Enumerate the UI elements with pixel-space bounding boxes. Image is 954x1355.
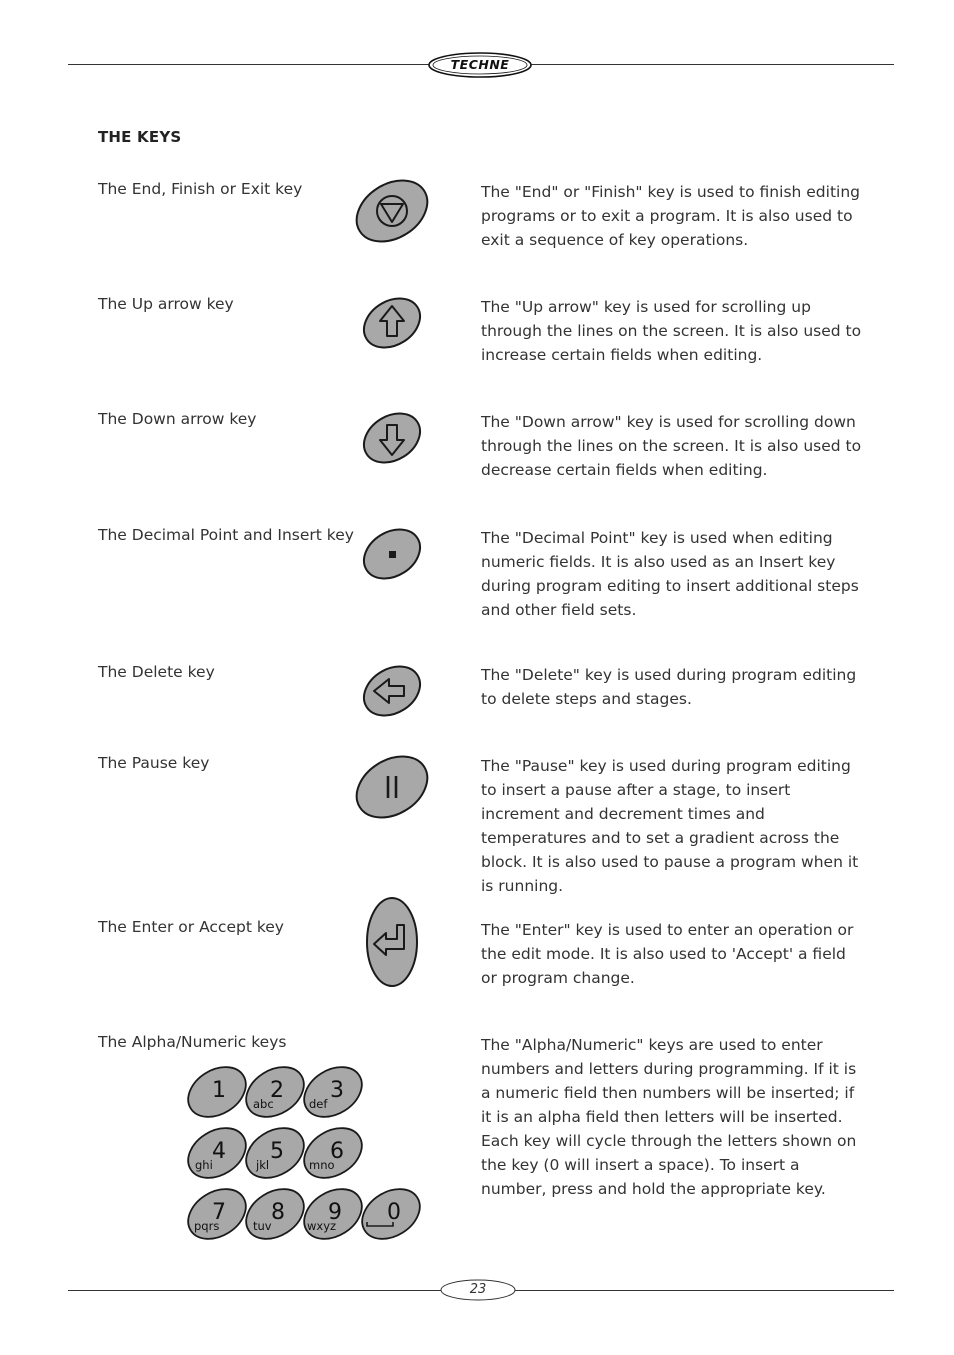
keypad-key-2 [237,1064,313,1127]
svg-text:2: 2 [270,1078,284,1103]
svg-text:5: 5 [270,1139,284,1164]
key-name: The End, Finish or Exit key [98,180,303,198]
svg-text:tuv: tuv [253,1219,272,1233]
pause-icon [354,756,430,818]
delete-key-illustration [362,665,422,717]
svg-text:pqrs: pqrs [194,1219,220,1233]
keypad-key-4 [185,1118,255,1188]
keypad-key-0 [353,1179,425,1244]
keypad-key-9 [295,1179,371,1244]
svg-text:7: 7 [212,1200,226,1225]
decimal-key-illustration [362,528,422,580]
key-name: The Alpha/Numeric keys [98,1033,287,1051]
key-name: The Up arrow key [98,295,234,313]
keypad-illustration [185,1064,425,1244]
up-key-illustration [362,297,422,349]
down-arrow-icon [362,412,422,464]
keypad-key-6 [295,1118,371,1188]
key-description: The "Delete" key is used during program editing to delete steps and stages. [481,666,857,708]
key-description: The "End" or "Finish" key is used to finish editing programs or to exit a program. It is also used to exit a sequence of key operations. [481,183,860,249]
svg-text:1: 1 [212,1078,226,1103]
down-triangle-circle-icon [354,180,430,242]
decimal-point-icon [362,528,422,580]
end-key-illustration [354,180,430,242]
svg-text:wxyz: wxyz [307,1219,337,1233]
key-name: The Enter or Accept key [98,918,284,936]
svg-text:jkl: jkl [256,1158,270,1172]
footer-rule-right [514,1290,894,1291]
page-number: 23 [469,1282,487,1297]
svg-text:9: 9 [328,1200,342,1225]
key-name: The Delete key [98,663,215,681]
keypad-key-3 [295,1064,371,1127]
down-key-illustration [362,412,422,464]
key-description: The "Pause" key is used during program editing to insert a pause after a stage, to insert increment and decrement times and temperatures and to set a gradient across the block. It is also used to pause a program when it is running. [481,757,859,895]
svg-text:4: 4 [212,1139,226,1164]
svg-text:6: 6 [330,1139,344,1164]
footer-rule-left [68,1290,442,1291]
key-description: The "Down arrow" key is used for scrolling down through the lines on the screen. It is also used to decrease certain fields when editing. [481,413,862,479]
svg-text:3: 3 [330,1078,344,1103]
svg-text:0: 0 [387,1200,401,1225]
page-number-badge [440,1279,516,1301]
pause-key-illustration [354,756,430,818]
enter-return-icon [366,896,418,988]
keypad-key-7 [185,1179,255,1244]
key-description: The "Alpha/Numeric" keys are used to enter numbers and letters during programming. If it is a numeric field then numbers will be inserted; if it is an alpha field then letters will be inserted. Each key will cycle through the letters shown on the key (0 will insert a space). To insert a number, press and hold the appropriate key. [481,1036,857,1198]
header-rule-right [530,64,894,65]
key-name: The Decimal Point and Insert key [98,526,354,544]
keypad-icon [185,1064,425,1244]
section-heading: THE KEYS [98,128,182,146]
header-rule-left [68,64,430,65]
techne-logo-text: TECHNE [450,57,510,72]
enter-key-illustration [366,896,418,988]
svg-text:mno: mno [309,1158,335,1172]
keypad-key-5 [237,1118,313,1188]
up-arrow-icon [362,297,422,349]
svg-text:ghi: ghi [195,1158,213,1172]
key-description: The "Up arrow" key is used for scrolling up through the lines on the screen. It is also used to increase certain fields when editing. [481,298,862,364]
techne-logo [427,51,533,79]
left-arrow-delete-icon [362,665,422,717]
key-name: The Pause key [98,754,210,772]
key-name: The Down arrow key [98,410,257,428]
key-description: The "Decimal Point" key is used when editing numeric fields. It is also used as an Insert key during program editing to insert additional steps and other field sets. [481,529,859,619]
keypad-key-1 [185,1064,255,1127]
svg-text:8: 8 [271,1200,285,1225]
svg-text:def: def [309,1097,328,1111]
key-description: The "Enter" key is used to enter an operation or the edit mode. It is also used to 'Accept' a field or program change. [481,921,854,987]
svg-text:abc: abc [253,1097,274,1111]
keypad-key-8 [237,1179,313,1244]
